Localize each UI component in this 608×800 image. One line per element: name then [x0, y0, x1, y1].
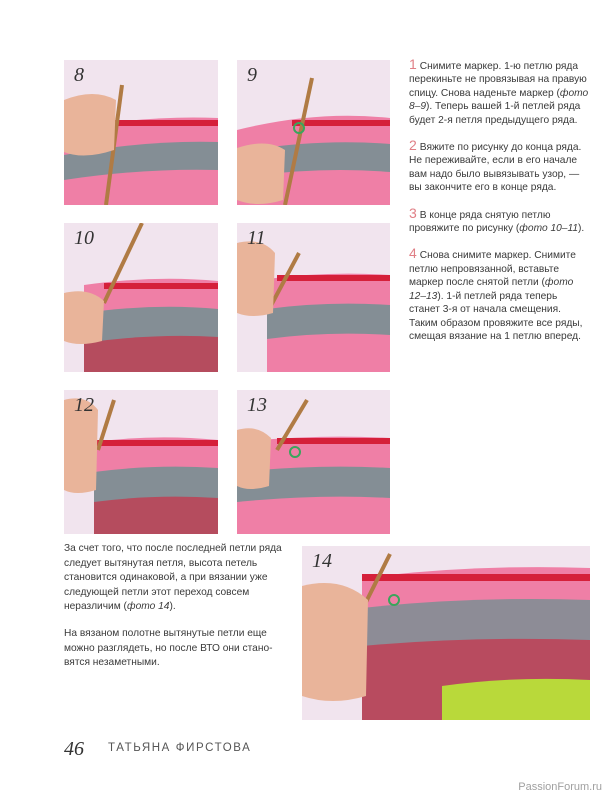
step-text: Вяжите по рисунку до конца ряда. Не переживайте, если в его начале вам надо было вывязывать узор, — вы закончите его в конце ряда.	[409, 142, 582, 194]
step-number: 4	[409, 245, 417, 262]
step-number: 2	[409, 137, 417, 154]
photo-14	[302, 546, 590, 720]
photo-number: 10	[74, 227, 94, 249]
step-text: ). Теперь вашей 1-й петлей ряда будет 2-я петля предыдущего ряда.	[409, 101, 581, 126]
photo-number: 13	[247, 394, 267, 416]
step-3	[409, 204, 589, 236]
photo-11	[237, 223, 390, 372]
paragraph-text: ).	[169, 601, 176, 613]
step-2	[409, 139, 589, 195]
step-text: Снова снимите маркер. Снимите петлю непровязанной, вставьте маркер после снятой петли (	[409, 250, 576, 289]
step-number: 1	[409, 56, 417, 72]
author-name: ТАТЬЯНА ФИРСТОВА	[108, 742, 252, 754]
step-1	[409, 58, 589, 127]
step-number: 3	[409, 204, 417, 221]
page-number: 46	[64, 738, 84, 760]
photo-9	[237, 60, 390, 205]
photo-number: 9	[247, 64, 257, 86]
step-text: ).	[578, 223, 585, 235]
step-4	[409, 247, 589, 343]
photo-number: 14	[312, 550, 332, 572]
paragraph-explanation	[64, 542, 284, 615]
photo-reference: фото 8–9	[409, 87, 589, 113]
photo-reference: фото 12–13	[409, 277, 574, 302]
photo-13	[237, 390, 390, 534]
photo-reference: фото 14	[126, 601, 170, 613]
steps-column	[409, 58, 589, 355]
step-text: ). 1-й петлей ряда теперь станет 3-я от начала смещения. Таким образом провяжите все ряды, смещая вязание на 1 петлю вперед.	[409, 290, 583, 342]
step-text: Снимите маркер. 1-ю петлю ряда перекиньте не провязывая на правую спицу. Снова наденьте маркер (	[409, 61, 587, 99]
paragraph-text: За счет того, что после последней петли ряда следует вытянутая петля, высота петель становится одинаковой, а при вязании уже следующей петли этот переход совсем неразличим (	[64, 543, 282, 613]
photo-12	[64, 390, 218, 534]
watermark: PassionForum.ru	[518, 781, 602, 793]
photo-number: 11	[247, 227, 266, 249]
photo-reference: фото 10–11	[519, 223, 579, 235]
photo-10	[64, 223, 218, 372]
photo-8	[64, 60, 218, 205]
photo-number: 8	[74, 64, 84, 86]
photo-number: 12	[74, 394, 94, 416]
step-text: В конце ряда снятую петлю провяжите по рисунку (	[409, 209, 551, 235]
paragraph-note: На вязаном полотне вытянутые петли еще можно разглядеть, но после ВТО они становятся незаметными.	[64, 628, 273, 669]
